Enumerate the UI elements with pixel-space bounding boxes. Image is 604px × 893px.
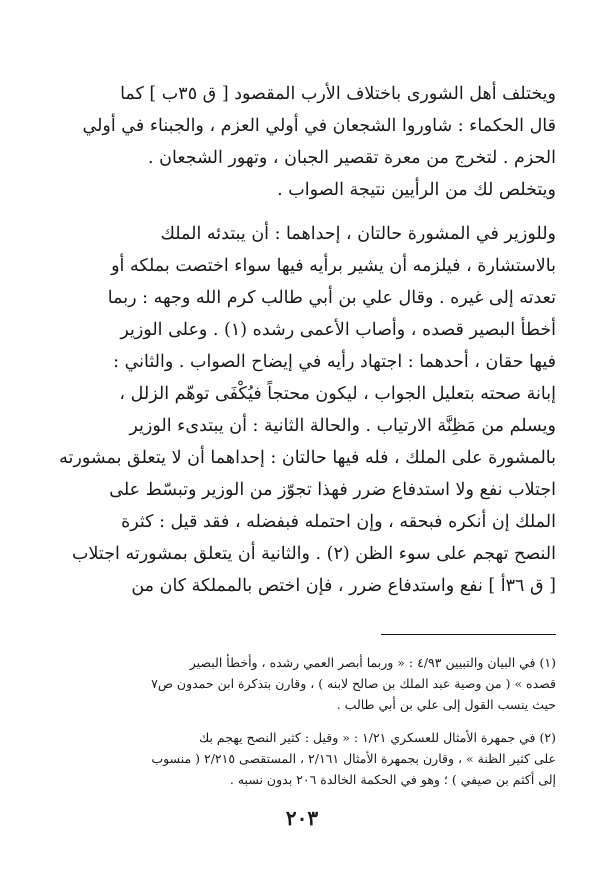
footnote-line: قصده » ( من وصية عبد الملك بن صالح لابنه ) ، وقارن بتذكرة ابن حمدون ص٧ [151, 676, 556, 691]
text-line: الملك إن أنكره فبحقه ، وإن احتمله فبفضله ، فقد قيل : كثرة [121, 512, 556, 532]
paragraph-2 [56, 218, 556, 602]
text-line: ويسلم من مَظِنَّة الارتياب . والحالة الثانية : أن يبتدىء الوزير [129, 416, 556, 436]
footnote-2 [56, 727, 556, 790]
text-line: قال الحكماء : شاوروا الشجعان في أولي العزم ، والجبناء في أولي [82, 116, 556, 136]
text-line: وللوزير في المشورة حالتان ، إحداهما : أن يبتدئه الملك [160, 224, 556, 244]
page-number: ٢٠٣ [285, 806, 319, 830]
text-line: بالمشورة على الملك ، فله فيها حالتان : إحداهما أن لا يتعلق بمشورته [59, 448, 556, 468]
text-line: إبانة صحته بتعليل الجواب ، ليكون محتجاً فيُكْفَى توهّم الزلل ، [119, 384, 556, 404]
text-line: أخطأ البصير قصده ، وأصاب الأعمى رشده (١) . وعلى الوزير [120, 320, 556, 340]
main-text [56, 78, 556, 602]
paragraph-1 [56, 78, 556, 206]
text-line: بالاستشارة ، فيلزمه أن يشير برأيه فيها سواء اختصت بملكه أو [111, 256, 556, 276]
footnote-line: إلى أكثم بن صيفي ) ؛ وهو في الحكمة الخالدة ٢٠٦ بدون نسبه . [229, 772, 556, 787]
footnote-line: (١) في البيان والتبيين ٤/٩٣ : « وربما أبصر العمي رشده ، وأخطأ البصير [189, 655, 556, 670]
text-line: اجتلاب نفع ولا استدفاع ضرر فهذا تجوّز من الوزير وتبسّط على [109, 480, 556, 500]
footnotes [56, 652, 556, 790]
text-line: الحزم . لتخرج من معرة تقصير الجبان ، وتهور الشجعان . [148, 148, 556, 168]
footnote-line: (٢) في جمهرة الأمثال للعسكري ١/٢١ : « وقيل : كثير النصح يهجم بك [198, 730, 556, 745]
text-line: [ ق ٣٦أ ] نفع واستدفاع ضرر ، فإن اختص بالمملكة كان من [131, 576, 556, 596]
text-line: ويتخلص لك من الرأيين نتيجة الصواب . [277, 180, 556, 200]
footnote-separator [381, 634, 556, 635]
footnote-line: حيث ينسب القول إلى علي بن أبي طالب . [336, 697, 556, 712]
text-line: النصح تهجم على سوء الظن (٢) . والثانية أن يتعلق بمشورته اجتلاب [72, 544, 556, 564]
footnote-line: على كثير الظنة » ، وقارن بجمهرة الأمثال ٢/١٦١ ، المستقصى ٢/٢١٥ ( منسوب [151, 751, 556, 766]
text-line: ويختلف أهل الشورى باختلاف الأرب المقصود [ ق ٣٥ب ] كما [120, 84, 556, 104]
footnote-1 [56, 652, 556, 715]
text-line: فيها حقان ، أحدهما : اجتهاد رأيه في إيضاح الصواب . والثاني : [113, 352, 556, 372]
text-line: تعدته إلى غيره . وقال علي بن أبي طالب كرم الله وجهه : ربما [107, 288, 556, 308]
